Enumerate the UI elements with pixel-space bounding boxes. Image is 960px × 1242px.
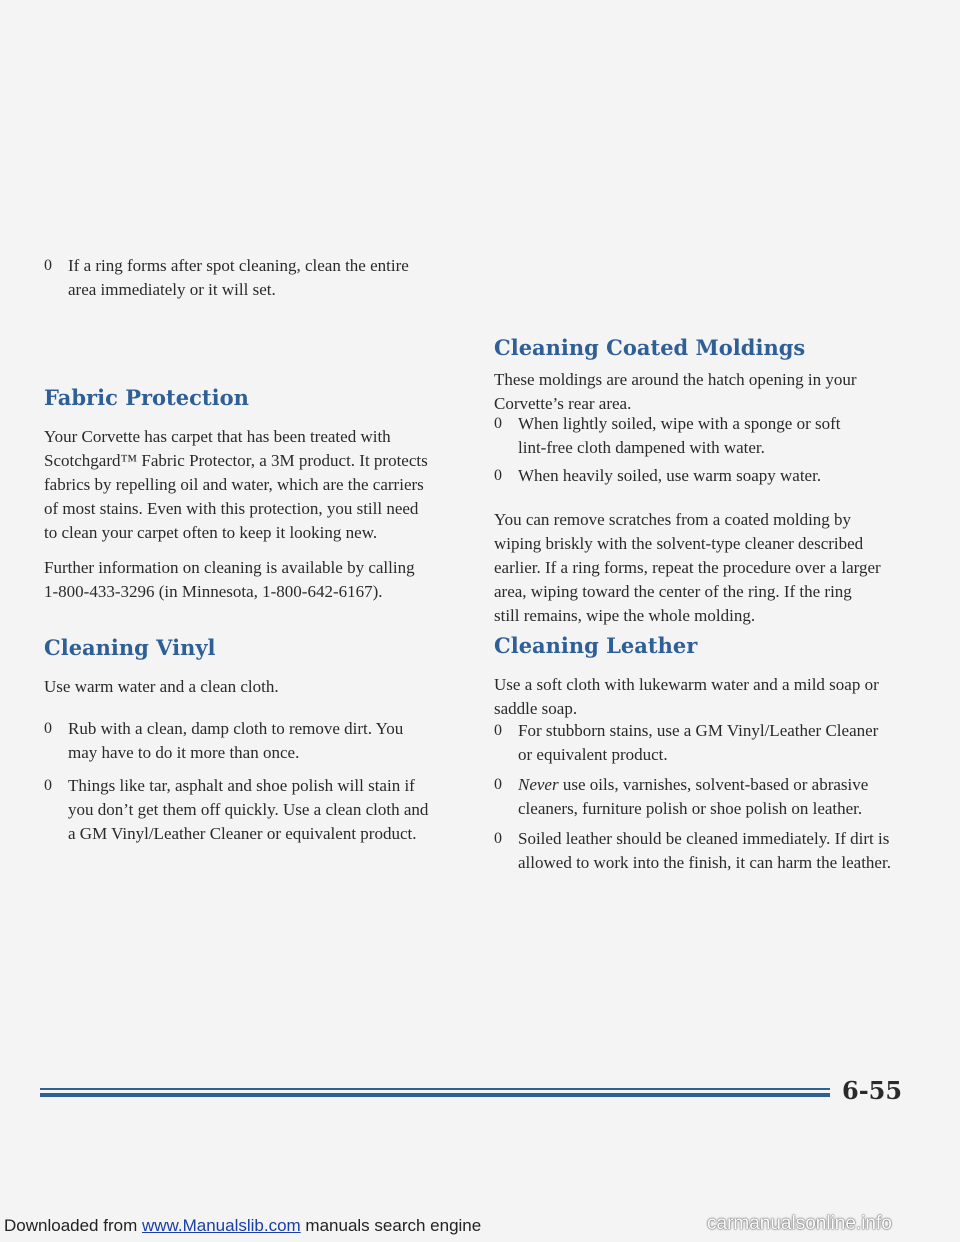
bullet-icon: 0 xyxy=(494,776,502,793)
download-footer: Downloaded from www.Manualslib.com manuals search engine xyxy=(4,1216,482,1235)
manualslib-link[interactable]: www.Manualslib.com xyxy=(141,1216,301,1235)
bullet-icon: 0 xyxy=(44,720,52,737)
section-title-cleaning-leather: Cleaning Leather xyxy=(494,633,698,658)
bullet-icon: 0 xyxy=(494,415,502,432)
bullet-icon: 0 xyxy=(494,722,502,739)
page-number: 6-55 xyxy=(842,1076,903,1105)
vinyl-intro: Use warm water and a clean cloth. xyxy=(44,677,279,696)
moldings-intro: These moldings are around the hatch opening in your Corvette’s rear area. xyxy=(494,370,857,413)
footer-rule-thin xyxy=(40,1088,830,1090)
bullet-icon: 0 xyxy=(44,777,52,794)
bullet-icon: 0 xyxy=(494,467,502,484)
section-title-cleaning-coated-moldings: Cleaning Coated Moldings xyxy=(494,335,806,360)
bullet-icon: 0 xyxy=(44,257,52,274)
fabric-protection-paragraph: Your Corvette has carpet that has been treated with Scotchgard™ Fabric Protector, a 3M product. It protects fabrics by repelling oil and water, which are the carriers of most stains. Even with this protection, you still need to clean your carpet often to keep it looking new. xyxy=(44,427,428,542)
bullet-icon: 0 xyxy=(494,830,502,847)
cleaning-info-paragraph: Further information on cleaning is available by calling 1-800-433-3296 (in Minnesota, 1-800-642-6167). xyxy=(44,558,415,601)
section-title-cleaning-vinyl: Cleaning Vinyl xyxy=(44,635,216,660)
watermark-text: carmanualsonline.info xyxy=(707,1213,892,1234)
section-title-fabric-protection: Fabric Protection xyxy=(44,385,249,410)
footer-rule-thick xyxy=(40,1093,830,1097)
moldings-scratch-paragraph: You can remove scratches from a coated molding by wiping briskly with the solvent-type cleaner described earlier. If a ring forms, repeat the procedure over a larger area, wiping toward the center of the ring. If the ring still remains, wipe the whole molding. xyxy=(494,510,881,625)
leather-intro: Use a soft cloth with lukewarm water and a mild soap or saddle soap. xyxy=(494,675,879,718)
